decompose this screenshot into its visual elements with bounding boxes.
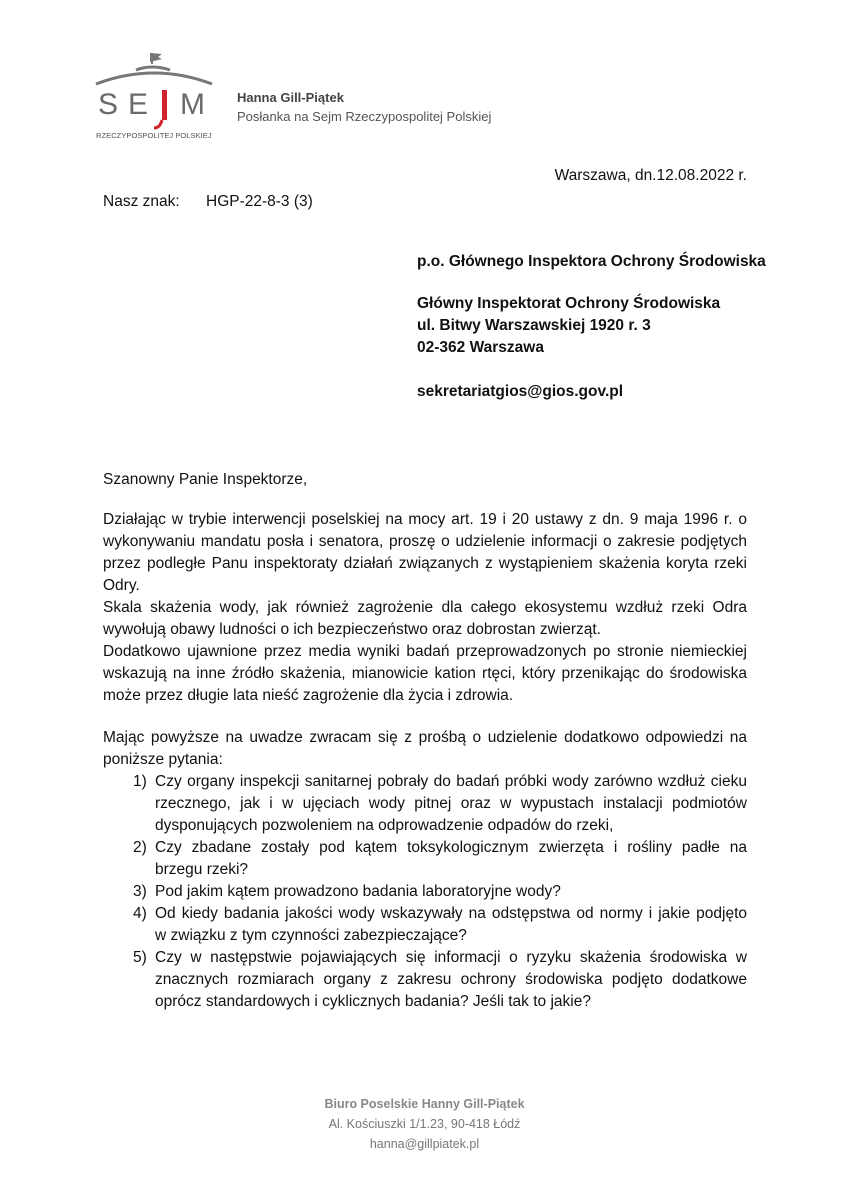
text-line: poniższe pytania: <box>103 751 223 768</box>
city: 02-362 Warszawa <box>417 339 544 356</box>
text-line: Pod jakim kątem prowadzono badania laboratoryjne wody? <box>155 883 561 900</box>
footer-address: Al. Kościuszki 1/1.23, 90-418 Łódź <box>328 1117 521 1131</box>
text-line: przez podległe Panu inspektoraty działań związanych z wystąpieniem skażenia koryta rzeki <box>103 555 747 572</box>
text-line: wywołują obawy ludności o ich bezpieczeństwo oraz dobrostan zwierząt. <box>103 621 601 638</box>
reference-label: Nasz znak: <box>103 193 180 210</box>
text-line: Działając w trybie interwencji poselskiej na mocy art. 19 i 20 ustawy z dn. 9 maja 1996 r. o <box>103 511 747 528</box>
recipient-email: sekretariatgios@gios.gov.pl <box>417 383 624 400</box>
street: ul. Bitwy Warszawskiej 1920 r. 3 <box>417 317 651 334</box>
sejm-logo <box>92 48 216 148</box>
body-text <box>103 509 747 771</box>
text-line: brzegu rzeki? <box>155 861 249 878</box>
list-number: 2) <box>133 839 147 856</box>
reference-value: HGP-22-8-3 (3) <box>206 193 313 210</box>
text-line: Mając powyższe na uwadze zwracam się z prośbą o udzielenie dodatkowo odpowiedzi na <box>103 729 747 746</box>
author-role: Posłanka na Sejm Rzeczypospolitej Polskiej <box>237 109 492 124</box>
recipient: p.o. Głównego Inspektora Ochrony Środowiska <box>417 253 766 270</box>
text-line: Dodatkowo ujawnione przez media wyniki badań przeprowadzonych po stronie niemieckiej <box>103 643 747 660</box>
author-name: Hanna Gill-Piątek <box>237 90 344 105</box>
svg-text:S: S <box>98 88 119 121</box>
svg-text:RZECZYPOSPOLITEJ POLSKIEJ: RZECZYPOSPOLITEJ POLSKIEJ <box>96 131 212 140</box>
footer-office: Biuro Poselskie Hanny Gill-Piątek <box>324 1097 525 1111</box>
text-line: może przez długie lata nieść zagrożenie dla życia i zdrowia. <box>103 687 514 704</box>
text-line: wykonywaniu mandatu posła i senatora, proszę o udzielenie informacji o zakresie podjętych <box>103 533 747 550</box>
footer-email: hanna@gillpiatek.pl <box>369 1137 480 1151</box>
questions-list <box>103 771 747 1031</box>
list-number: 1) <box>133 773 147 790</box>
text-line: Czy zbadane zostały pod kątem toksykologicznym zwierzęta i rośliny padłe na <box>155 839 747 856</box>
text-line: Odry. <box>103 577 140 594</box>
list-number: 5) <box>133 949 147 966</box>
svg-text:E: E <box>128 88 149 121</box>
svg-text:M: M <box>180 88 205 121</box>
text-line: dysponujących pozwoleniem na odprowadzenie odpadów do rzeki, <box>155 817 614 834</box>
list-number: 3) <box>133 883 147 900</box>
text-line: w związku z tym czynności zabezpieczające? <box>155 927 467 944</box>
text-line: Czy organy inspekcji sanitarnej pobrały do badań próbki wody zarówno wzdłuż cieku <box>155 773 747 790</box>
list-number: 4) <box>133 905 147 922</box>
text-line: Czy w następstwie pojawiających się informacji o ryzyku skażenia środowiska w <box>155 949 747 966</box>
institution: Główny Inspektorat Ochrony Środowiska <box>417 295 721 312</box>
text-line: Skala skażenia wody, jak również zagrożenie dla całego ekosystemu wzdłuż rzeki Odra <box>103 599 747 616</box>
text-line: wskazują na inne źródło skażenia, mianowicie kation rtęci, który przenikając do środowiska <box>103 665 747 682</box>
text-line: rzecznego, jak i w ujęciach wody pitnej oraz w wypustach instalacji podmiotów <box>155 795 747 812</box>
letter-date: Warszawa, dn.12.08.2022 r. <box>554 167 747 184</box>
greeting: Szanowny Panie Inspektorze, <box>103 471 308 488</box>
text-line: oprócz standardowych i cyklicznych badania? Jeśli tak to jakie? <box>155 993 591 1010</box>
text-line: Od kiedy badania jakości wody wskazywały na odstępstwa od normy i jakie podjęto <box>155 905 747 922</box>
text-line: znacznych rozmiarach organy z zakresu ochrony środowiska podjęto dodatkowe <box>155 971 747 988</box>
